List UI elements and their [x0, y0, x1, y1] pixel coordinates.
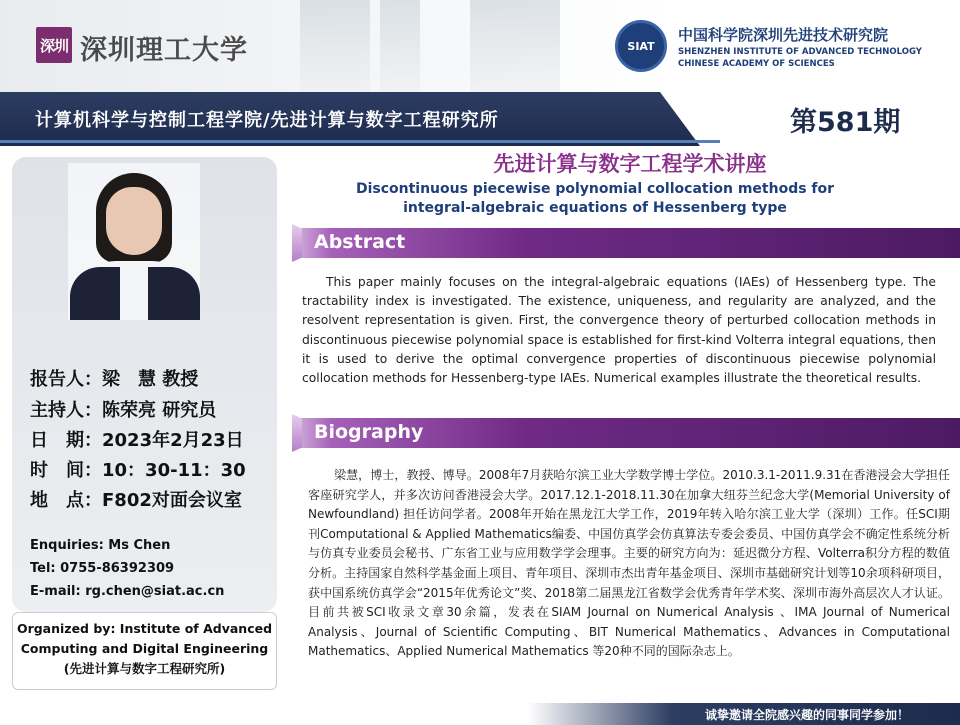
siat-name-en: [678, 46, 948, 70]
email-line: E-mail: rg.chen@siat.ac.cn: [30, 584, 225, 599]
organizer-line: (先进计算与数字工程研究所): [63, 661, 226, 676]
siat-logo: [615, 20, 667, 72]
abstract-header: [292, 228, 960, 258]
issue-number: 第581期: [790, 107, 901, 138]
talk-title-line: Discontinuous piecewise polynomial collocation methods for: [355, 181, 835, 197]
footer-bar: [0, 703, 960, 725]
photo-jacket: [70, 267, 120, 320]
siat-logo-text: SIAT: [627, 39, 655, 53]
building-graphic: [470, 0, 560, 92]
tel-line: Tel: 0755-86392309: [30, 561, 175, 576]
biography-text: 梁慧，博士，教授、博导。2008年7月获哈尔滨工业大学数学博士学位。2010.3.1-2011.9.31在香港浸会大学担任客座研究学人，并多次访问香港浸会大学。2017.12.1-2018.11.30在加拿大纽芬兰纪念大学(Memorial University of Newfoundland) 担任访问学者。2008年开始在黑龙江大学工作，2019年转入哈尔滨工业大学（深圳）工作。任SCI期刊Computational & Applied Mathematics编委、中国仿真学会仿真算法专委会委员、中国仿真学会不确定性系统分析与仿真专业委员会秘书、广东省工业与应用数学学会理事。主要的研究方向为：延迟微分方程、Volterra积分方程的数值分析。主持国家自然科学基金面上项目、青年项目、深圳市杰出青年基金项目、深圳市基础研究计划等10余项科研项目，获中国系统仿真学会“2015年优秀论文”奖、2018第二届黑龙江省数学会优秀青年学术奖、深圳市海外高层次人才认证。目前共被SCI收录文章30余篇，发表在SIAM Journal on Numerical Analysis 、IMA Journal of Numerical Analysis、Journal of Scientific Computing、BIT Numerical Mathematics、Advances in Computational Mathematics、Applied Numerical Mathematics 等20种不同的国际杂志上。: [308, 468, 950, 659]
siat-name-cn: 中国科学院深圳先进技术研究院: [678, 26, 889, 44]
enquiries-line: Enquiries: Ms Chen: [30, 538, 171, 553]
organizer-box: [12, 612, 277, 690]
university-logo: [36, 27, 72, 63]
venue-line: 地 点：F802对面会议室: [30, 490, 242, 511]
organizer-line: Computing and Digital Engineering: [20, 641, 269, 656]
invitation-text: 诚挚邀请全院感兴趣的同事同学参加！: [705, 708, 910, 722]
university-name: 深圳理工大学: [80, 35, 248, 66]
photo-face: [106, 187, 162, 255]
organizer-line: Organized by: Institute of Advanced: [16, 621, 273, 636]
building-graphic: [380, 0, 420, 92]
biography-header: [292, 418, 960, 448]
title-bar-stripe: [0, 140, 720, 143]
date-line: 日 期：2023年2月23日: [30, 430, 244, 451]
host-line: 主持人：陈荣亮 研究员: [30, 400, 217, 421]
abstract-heading: Abstract: [314, 231, 406, 253]
lecture-series-title: 先进计算与数字工程学术讲座: [493, 152, 767, 176]
biography-heading: Biography: [314, 421, 424, 443]
speaker-photo: [68, 163, 200, 320]
time-line: 时 间：10：30-11：30: [30, 460, 246, 481]
siat-name-en-line: SHENZHEN INSTITUTE OF ADVANCED TECHNOLOGY: [678, 47, 922, 57]
title-bar: [0, 92, 960, 146]
department-name: 计算机科学与控制工程学院/先进计算与数字工程研究所: [35, 110, 499, 131]
abstract-text: This paper mainly focuses on the integral-algebraic equations (IAEs) of Hessenberg type. The tractability index is investigated. The existence, uniqueness, and regularity are analyzed, and the resolvent representation is given. First, the convergence theory of perturbed collocation methods in discontinuous piecewise polynomial space is established for first-kind Volterra integral equations, then it is used to derive the optimal convergence properties of discontinuous piecewise polynomial collocation methods for Hessenberg-type IAEs. Numerical examples illustrate the theoretical results.: [302, 275, 936, 386]
siat-name-en-line: CHINESE ACADEMY OF SCIENCES: [678, 59, 835, 69]
top-banner: [0, 0, 960, 92]
photo-jacket: [148, 267, 200, 320]
reporter-line: 报告人：梁 慧 教授: [30, 369, 199, 390]
building-graphic: [300, 0, 370, 92]
talk-title: [300, 180, 890, 218]
university-logo-text: 深圳: [39, 36, 68, 55]
talk-title-line: integral-algebraic equations of Hessenberg type: [403, 200, 787, 216]
